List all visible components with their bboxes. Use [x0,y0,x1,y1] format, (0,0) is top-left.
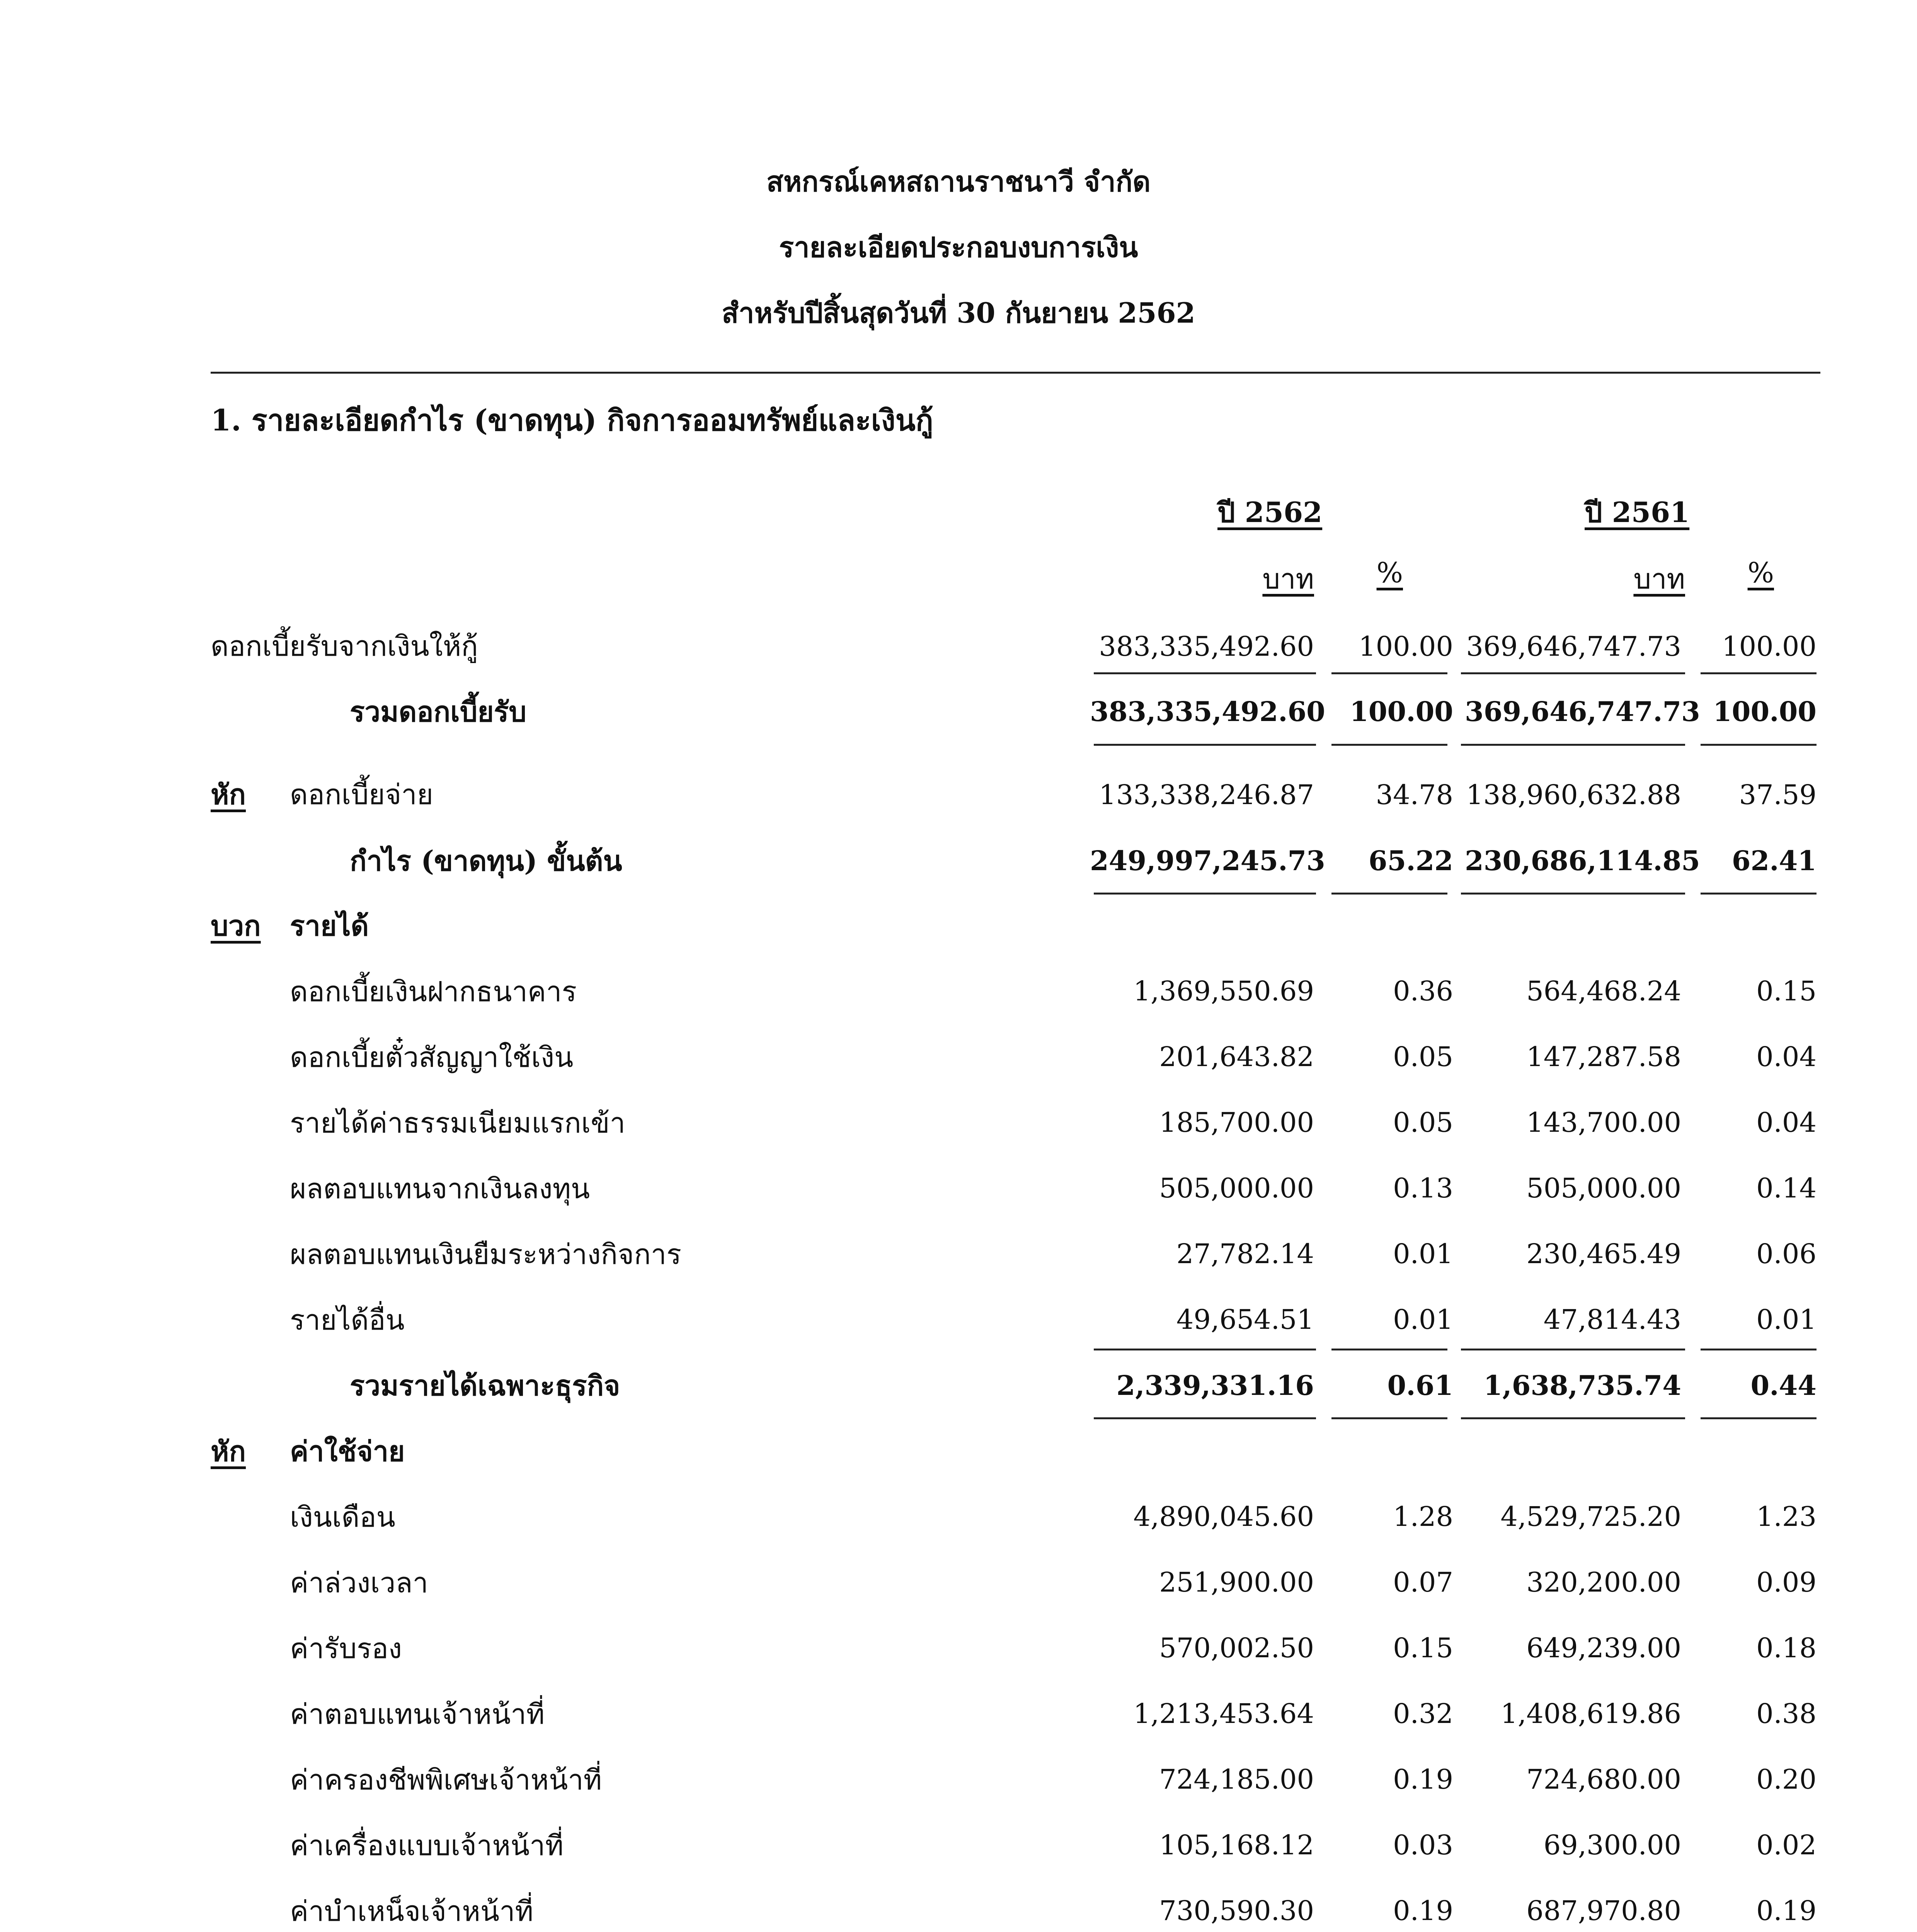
row-value-2562: 570,002.50 [1159,1632,1314,1664]
total-rule [1094,1417,1316,1419]
row-prefix: หัก [211,778,246,811]
row-pct-2562: 0.19 [1393,1895,1453,1927]
subtotal-rule [1701,1349,1817,1350]
row-value-2562: 383,335,492.60 [1099,631,1314,662]
row-value-2562: 1,213,453.64 [1133,1698,1314,1730]
row-pct-2561: 0.15 [1756,975,1817,1007]
row-pct-2562: 0.19 [1393,1764,1453,1795]
column-year-2561: ปี 2561 [1585,496,1690,529]
row-pct-2561: 0.44 [1750,1369,1817,1401]
total-rule [1461,744,1685,746]
row-pct-2561: 100.00 [1713,696,1817,728]
row-pct-2561: 100.00 [1722,631,1817,662]
row-value-2561: 564,468.24 [1526,975,1681,1007]
unit-pct-2561: % [1747,556,1774,589]
row-value-2562: 249,997,245.73 [1090,845,1325,877]
row-value-2561: 369,646,747.73 [1466,631,1681,662]
total-rule [1331,744,1447,746]
row-value-2561: 724,680.00 [1526,1764,1681,1795]
row-label: รวมรายได้เฉพาะธุรกิจ [350,1369,620,1402]
row-value-2562: 4,890,045.60 [1133,1501,1314,1532]
row-value-2561: 1,408,619.86 [1500,1698,1681,1730]
row-prefix: หัก [211,1435,246,1468]
group-heading: ค่าใช้จ่าย [290,1435,405,1468]
subtotal-rule [1461,1349,1685,1350]
row-label: ผลตอบแทนเงินยืมระหว่างกิจการ [290,1238,682,1270]
row-label: รายได้ค่าธรรมเนียมแรกเข้า [290,1107,626,1139]
row-value-2562: 383,335,492.60 [1090,696,1325,728]
row-label: ค่าล่วงเวลา [290,1566,428,1599]
row-value-2562: 1,369,550.69 [1133,975,1314,1007]
subtotal-rule [1461,672,1685,674]
row-label: ค่าตอบแทนเจ้าหน้าที่ [290,1698,545,1730]
row-label: ดอกเบี้ยตั๋วสัญญาใช้เงิน [290,1041,574,1073]
row-value-2561: 1,638,735.74 [1483,1369,1681,1401]
total-rule [1701,1417,1817,1419]
row-pct-2561: 0.14 [1756,1172,1817,1204]
subtotal-rule [1094,1349,1316,1350]
row-value-2561: 47,814.43 [1543,1304,1681,1335]
row-value-2562: 133,338,246.87 [1099,779,1314,811]
row-value-2562: 105,168.12 [1159,1829,1314,1861]
row-value-2561: 230,465.49 [1526,1238,1681,1270]
row-pct-2562: 0.32 [1393,1698,1453,1730]
row-value-2561: 147,287.58 [1526,1041,1681,1073]
row-pct-2562: 100.00 [1359,631,1453,662]
total-rule [1094,893,1316,895]
row-label: ผลตอบแทนจากเงินลงทุน [290,1172,590,1205]
row-pct-2562: 100.00 [1350,696,1453,728]
report-title: รายละเอียดประกอบงบการเงิน [779,231,1138,264]
subtotal-rule [1094,672,1316,674]
row-pct-2561: 0.18 [1756,1632,1817,1664]
row-label: ดอกเบี้ยเงินฝากธนาคาร [290,975,577,1008]
total-rule [1461,1417,1685,1419]
row-value-2562: 251,900.00 [1159,1566,1314,1598]
row-value-2561: 320,200.00 [1526,1566,1681,1598]
row-pct-2561: 0.04 [1756,1107,1817,1138]
row-pct-2562: 0.01 [1393,1304,1453,1335]
column-year-2562: ปี 2562 [1217,496,1323,529]
total-rule [1331,1417,1447,1419]
row-pct-2562: 0.61 [1387,1369,1453,1401]
total-rule [1701,893,1817,895]
unit-baht-2561: บาท [1633,563,1685,595]
row-value-2561: 4,529,725.20 [1500,1501,1681,1532]
unit-baht-2562: บาท [1262,563,1314,595]
row-pct-2562: 0.05 [1393,1041,1453,1073]
row-pct-2561: 0.04 [1756,1041,1817,1073]
row-pct-2561: 0.09 [1756,1566,1817,1598]
row-value-2561: 69,300.00 [1543,1829,1681,1861]
report-period: สำหรับปีสิ้นสุดวันที่ 30 กันยายน 2562 [722,296,1195,329]
row-value-2562: 505,000.00 [1159,1172,1314,1204]
row-pct-2561: 0.02 [1756,1829,1817,1861]
row-pct-2561: 62.41 [1731,845,1817,877]
total-rule [1094,744,1316,746]
row-pct-2562: 0.07 [1393,1566,1453,1598]
subtotal-rule [1701,672,1817,674]
row-pct-2561: 0.20 [1756,1764,1817,1795]
row-label: ค่าเครื่องแบบเจ้าหน้าที่ [290,1829,564,1862]
row-value-2561: 505,000.00 [1526,1172,1681,1204]
row-label: ค่ารับรอง [290,1632,402,1665]
row-pct-2562: 0.01 [1393,1238,1453,1270]
row-pct-2562: 0.36 [1393,975,1453,1007]
row-value-2561: 369,646,747.73 [1465,696,1700,728]
row-value-2562: 27,782.14 [1176,1238,1314,1270]
subtotal-rule [1331,1349,1447,1350]
row-label: ดอกเบี้ยจ่าย [290,778,433,811]
organization-name: สหกรณ์เคหสถานราชนาวี จำกัด [766,165,1151,198]
row-value-2562: 185,700.00 [1159,1107,1314,1138]
row-value-2561: 143,700.00 [1526,1107,1681,1138]
group-heading: รายได้ [290,909,369,942]
row-value-2562: 201,643.82 [1159,1041,1314,1073]
row-label: ค่าบำเหน็จเจ้าหน้าที่ [290,1895,533,1927]
row-value-2561: 649,239.00 [1526,1632,1681,1664]
row-label: ดอกเบี้ยรับจากเงินให้กู้ [211,630,478,662]
row-pct-2561: 0.06 [1756,1238,1817,1270]
row-value-2562: 724,185.00 [1159,1764,1314,1795]
row-value-2562: 49,654.51 [1176,1304,1314,1335]
row-pct-2562: 0.05 [1393,1107,1453,1138]
unit-pct-2562: % [1376,556,1403,589]
row-prefix: บวก [211,909,261,942]
row-pct-2562: 1.28 [1393,1501,1453,1532]
total-rule [1701,744,1817,746]
row-label: เงินเดือน [290,1501,395,1533]
row-label: รวมดอกเบี้ยรับ [350,695,527,728]
row-pct-2561: 37.59 [1739,779,1817,811]
row-pct-2562: 34.78 [1376,779,1453,811]
row-value-2561: 687,970.80 [1526,1895,1681,1927]
section-title: 1. รายละเอียดกำไร (ขาดทุน) กิจการออมทรัพย์และเงินกู้ [211,403,933,437]
row-value-2562: 730,590.30 [1159,1895,1314,1927]
total-rule [1461,893,1685,895]
row-pct-2562: 0.13 [1393,1172,1453,1204]
row-pct-2561: 0.01 [1756,1304,1817,1335]
header-divider [211,372,1820,374]
row-label: ค่าครองชีพพิเศษเจ้าหน้าที่ [290,1764,602,1796]
row-pct-2561: 0.19 [1756,1895,1817,1927]
row-value-2561: 138,960,632.88 [1466,779,1681,811]
row-value-2562: 2,339,331.16 [1116,1369,1314,1401]
total-rule [1331,893,1447,895]
row-pct-2562: 0.03 [1393,1829,1453,1861]
row-value-2561: 230,686,114.85 [1465,845,1700,877]
row-pct-2562: 65.22 [1368,845,1453,877]
row-pct-2561: 0.38 [1756,1698,1817,1730]
row-label: รายได้อื่น [290,1304,405,1336]
row-label: กำไร (ขาดทุน) ขั้นต้น [350,844,622,877]
subtotal-rule [1331,672,1447,674]
row-pct-2561: 1.23 [1756,1501,1817,1532]
row-pct-2562: 0.15 [1393,1632,1453,1664]
